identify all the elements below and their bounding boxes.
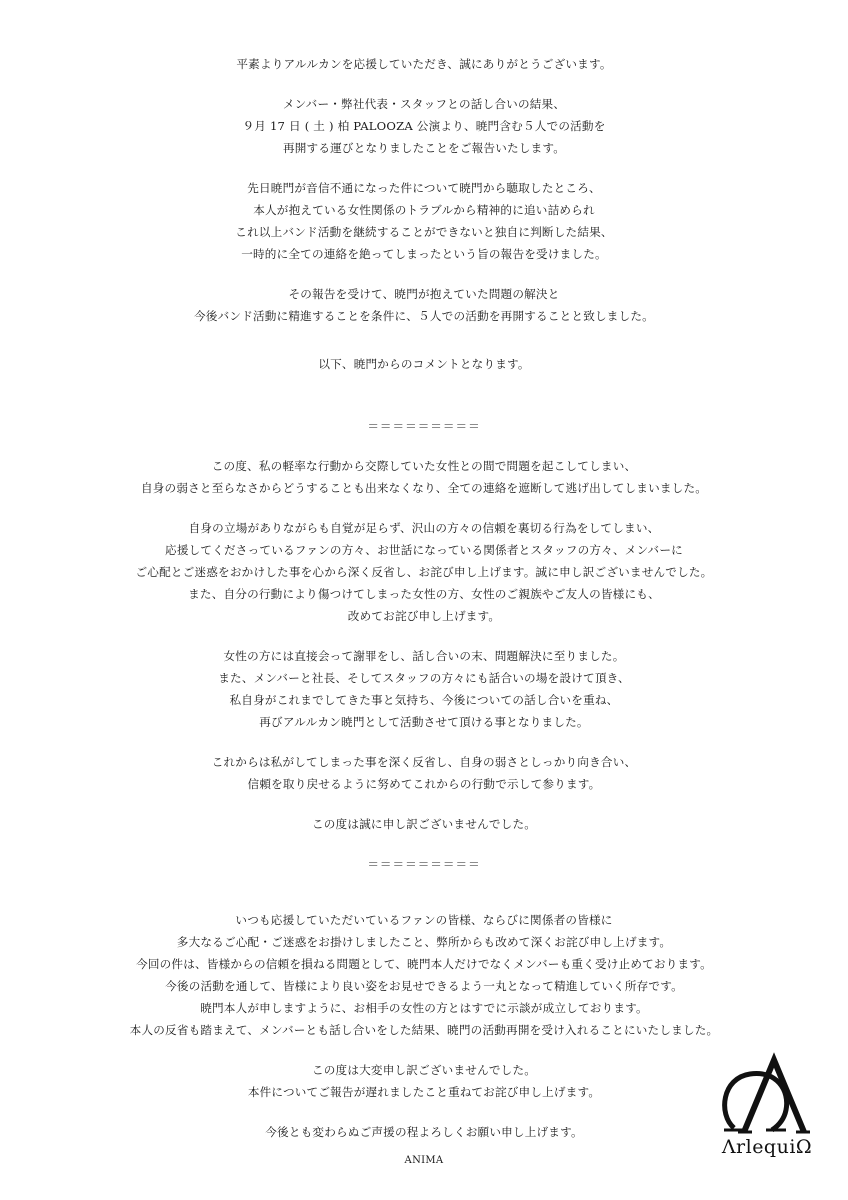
text-line: また、自分の行動により傷つけてしまった女性の方、女性のご親族やご友人の皆様にも、 — [188, 587, 660, 601]
text-line: メンバー・弊社代表・スタッフとの話し合いの結果、 — [282, 97, 566, 111]
text-line: 再開する運びとなりましたことをご報告いたします。 — [282, 141, 566, 155]
text-line: 本件についてご報告が遅れましたこと重ねてお詫び申し上げます。 — [247, 1085, 601, 1099]
text-line: この度は誠に申し訳ございませんでした。 — [311, 817, 537, 831]
text-line: 応援してくださっているファンの方々、お世話になっている関係者とスタッフの方々、メンバーに — [165, 543, 683, 557]
text-line: また、メンバーと社長、そしてスタッフの方々にも話合いの場を設けて頂き、 — [218, 671, 630, 685]
logo-wordmark: ΛrlequiΩ — [721, 1136, 813, 1158]
arlequin-logo-icon — [716, 1048, 818, 1138]
text-line: ９月 17 日 ( 土 ) 柏 PALOOZA 公演より、暁門含む５人での活動を — [242, 119, 606, 133]
text-line: 女性の方には直接会って謝罪をし、話し合いの末、問題解決に至りました。 — [223, 649, 625, 663]
text-line: 今後とも変わらぬご声援の程よろしくお願い申し上げます。 — [265, 1125, 583, 1139]
text-line: 一時的に全ての連絡を絶ってしまったという旨の報告を受けました。 — [241, 247, 607, 261]
text-line: 今後バンド活動に精進することを条件に、５人での活動を再開することと致しました。 — [194, 309, 654, 323]
separator-line: ＝＝＝＝＝＝＝＝＝ — [367, 857, 481, 871]
text-line: 先日暁門が音信不通になった件について暁門から聴取したところ、 — [247, 181, 601, 195]
text-line: ご心配とご迷惑をおかけした事を心から深く反省し、お詫び申し上げます。誠に申し訳ございませんでした。 — [135, 565, 713, 579]
text-line: 以下、暁門からのコメントとなります。 — [318, 357, 530, 371]
text-line: 平素よりアルルカンを応援していただき、誠にありがとうございます。 — [236, 57, 612, 71]
text-line: 再びアルルカン暁門として活動させて頂ける事となりました。 — [259, 715, 589, 729]
text-line: 私自身がこれまでしてきた事と気持ち、今後についての話し合いを重ね、 — [229, 693, 619, 707]
footer-signature: ANIMA — [404, 1155, 444, 1166]
separator-line: ＝＝＝＝＝＝＝＝＝ — [367, 419, 481, 433]
text-line: 今回の件は、皆様からの信頼を損ねる問題として、暁門本人だけでなくメンバーも重く受け止めております。 — [136, 957, 712, 971]
text-line: 自身の弱さと至らなさからどうすることも出来なくなり、全ての連絡を遮断して逃げ出してしまいました。 — [140, 481, 708, 495]
text-line: その報告を受けて、暁門が抱えていた問題の解決と — [288, 287, 560, 301]
text-line: 暁門本人が申しますように、お相手の女性の方とはすでに示談が成立しております。 — [200, 1001, 648, 1015]
text-line: これからは私がしてしまった事を深く反省し、自身の弱さとしっかり向き合い、 — [211, 755, 637, 769]
arlequin-logo — [716, 1048, 818, 1160]
text-line: 本人が抱えている女性関係のトラブルから精神的に追い詰められ — [253, 203, 595, 217]
text-line: これ以上バンド活動を継続することができないと独自に判断した結果、 — [235, 225, 613, 239]
text-line: この度は大変申し訳ございませんでした。 — [311, 1063, 537, 1077]
text-line: 信頼を取り戻せるように努めてこれからの行動で示して参ります。 — [247, 777, 601, 791]
text-line: 多大なるご心配・ご迷惑をお掛けしましたこと、弊所からも改めて深くお詫び申し上げます。 — [176, 935, 672, 949]
text-line: 今後の活動を通して、皆様により良い姿をお見せできるよう一丸となって精進していく所存です。 — [165, 979, 683, 993]
text-line: 本人の反省も踏まえて、メンバーとも話し合いをした結果、暁門の活動再開を受け入れることにいたしました。 — [129, 1023, 719, 1037]
text-line: この度、私の軽率な行動から交際していた女性との間で問題を起こしてしまい、 — [211, 459, 637, 473]
text-line: 自身の立場がありながらも自覚が足らず、沢山の方々の信頼を裏切る行為をしてしまい、 — [188, 521, 660, 535]
text-line: いつも応援していただいているファンの皆様、ならびに関係者の皆様に — [235, 913, 613, 927]
text-line: 改めてお詫び申し上げます。 — [347, 609, 501, 623]
